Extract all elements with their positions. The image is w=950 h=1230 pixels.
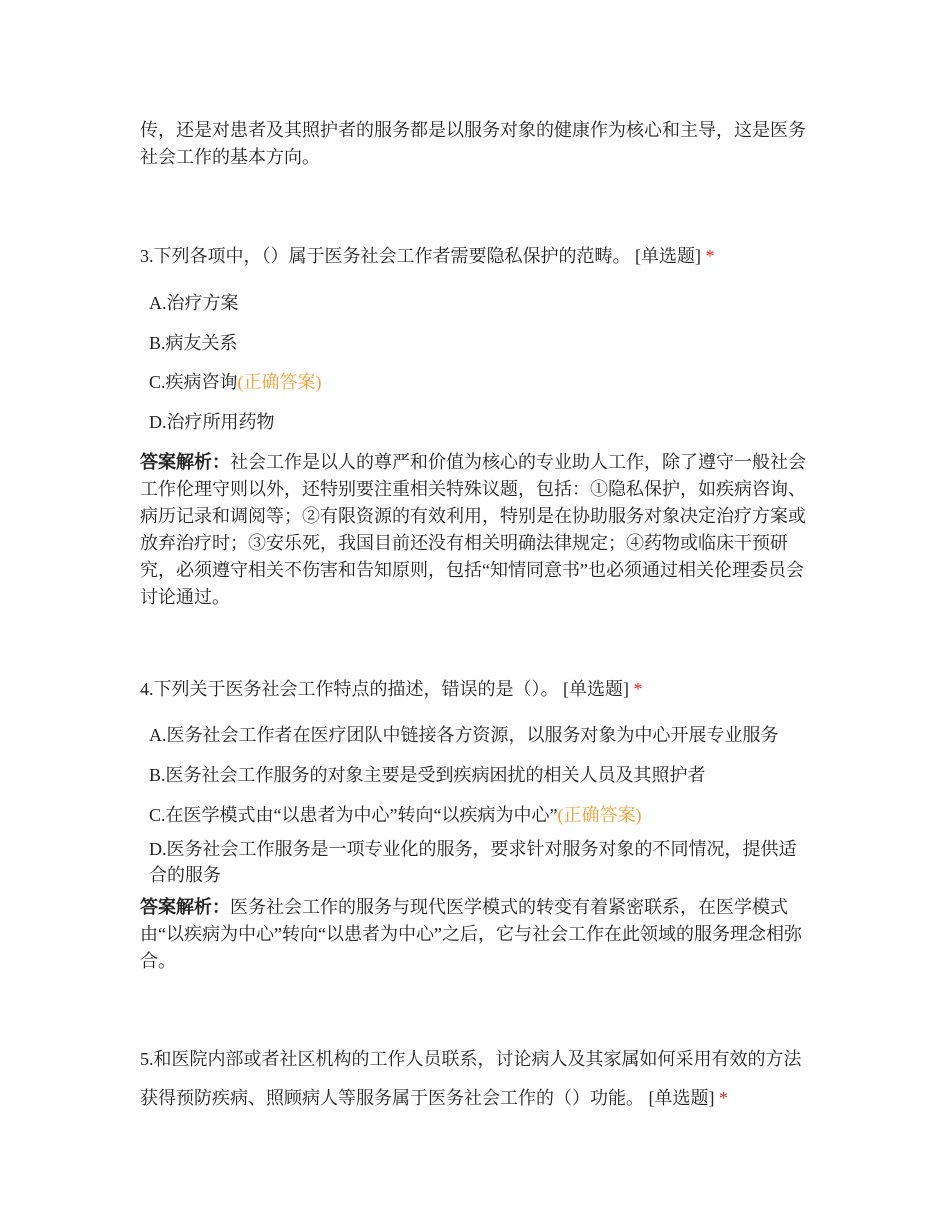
q3-option-b[interactable]: B.病友关系 (149, 333, 238, 353)
question-text: 3.下列各项中，（）属于医务社会工作者需要隐私保护的范畴。 [单选题] (140, 246, 701, 266)
option-text: C.疾病咨询 (149, 372, 238, 392)
question-text: 4.下列关于医务社会工作特点的描述，错误的是（）。 [单选题] (140, 679, 629, 699)
q4-option-a[interactable]: A.医务社会工作者在医疗团队中链接各方资源，以服务对象为中心开展专业服务 (149, 725, 779, 745)
question-4-title (140, 676, 812, 703)
q4-option-d[interactable]: D.医务社会工作服务是一项专业化的服务，要求针对服务对象的不同情况，提供适合的服务 (149, 839, 797, 885)
analysis-text: 社会工作是以人的尊严和价值为核心的专业助人工作，除了遵守一般社会工作伦理守则以外，还特别要注重相关特殊议题，包括：①隐私保护，如疾病咨询、病历记录和调阅等；②有限资源的有效利用，特别是在协助服务对象决定治疗方案或放弃治疗时；③安乐死，我国目前还没有相关明确法律规定；④药物或临床干预研究，必须遵守相关不伤害和告知原则，包括“知情同意书”也必须通过相关伦理委员会讨论通过。 (140, 452, 806, 607)
required-marker: * (633, 679, 643, 699)
question-text: 5.和医院内部或者社区机构的工作人员联系，讨论病人及其家属如何采用有效的方法获得预防疾病、照顾病人等服务属于医务社会工作的（）功能。 [单选题] (140, 1049, 802, 1108)
question-3-title (140, 243, 812, 270)
q4-option-b[interactable]: B.医务社会工作服务的对象主要是受到疾病困扰的相关人员及其照护者 (149, 765, 706, 785)
q4-analysis (140, 894, 812, 975)
analysis-label: 答案解析： (140, 452, 230, 472)
required-marker: * (705, 246, 715, 266)
q3-option-c[interactable] (149, 369, 809, 395)
analysis-label: 答案解析： (140, 897, 230, 917)
correct-answer-marker: (正确答案) (237, 372, 322, 392)
required-marker: * (719, 1088, 728, 1108)
intro-paragraph: 传，还是对患者及其照护者的服务都是以服务对象的健康作为核心和主导，这是医务社会工作的基本方向。 (140, 120, 806, 167)
correct-answer-marker: (正确答案) (557, 805, 642, 825)
q3-analysis (140, 449, 812, 611)
question-5-title (140, 1040, 812, 1118)
analysis-text: 医务社会工作的服务与现代医学模式的转变有着紧密联系，在医学模式由“以疾病为中心”转向“以患者为中心”之后，它与社会工作在此领域的服务理念相弥合。 (140, 897, 802, 971)
q3-option-a[interactable]: A.治疗方案 (149, 293, 239, 313)
q4-option-c[interactable] (149, 802, 809, 828)
q3-option-d[interactable]: D.治疗所用药物 (149, 412, 275, 432)
option-text: C.在医学模式由“以患者为中心”转向“以疾病为中心” (149, 805, 558, 825)
